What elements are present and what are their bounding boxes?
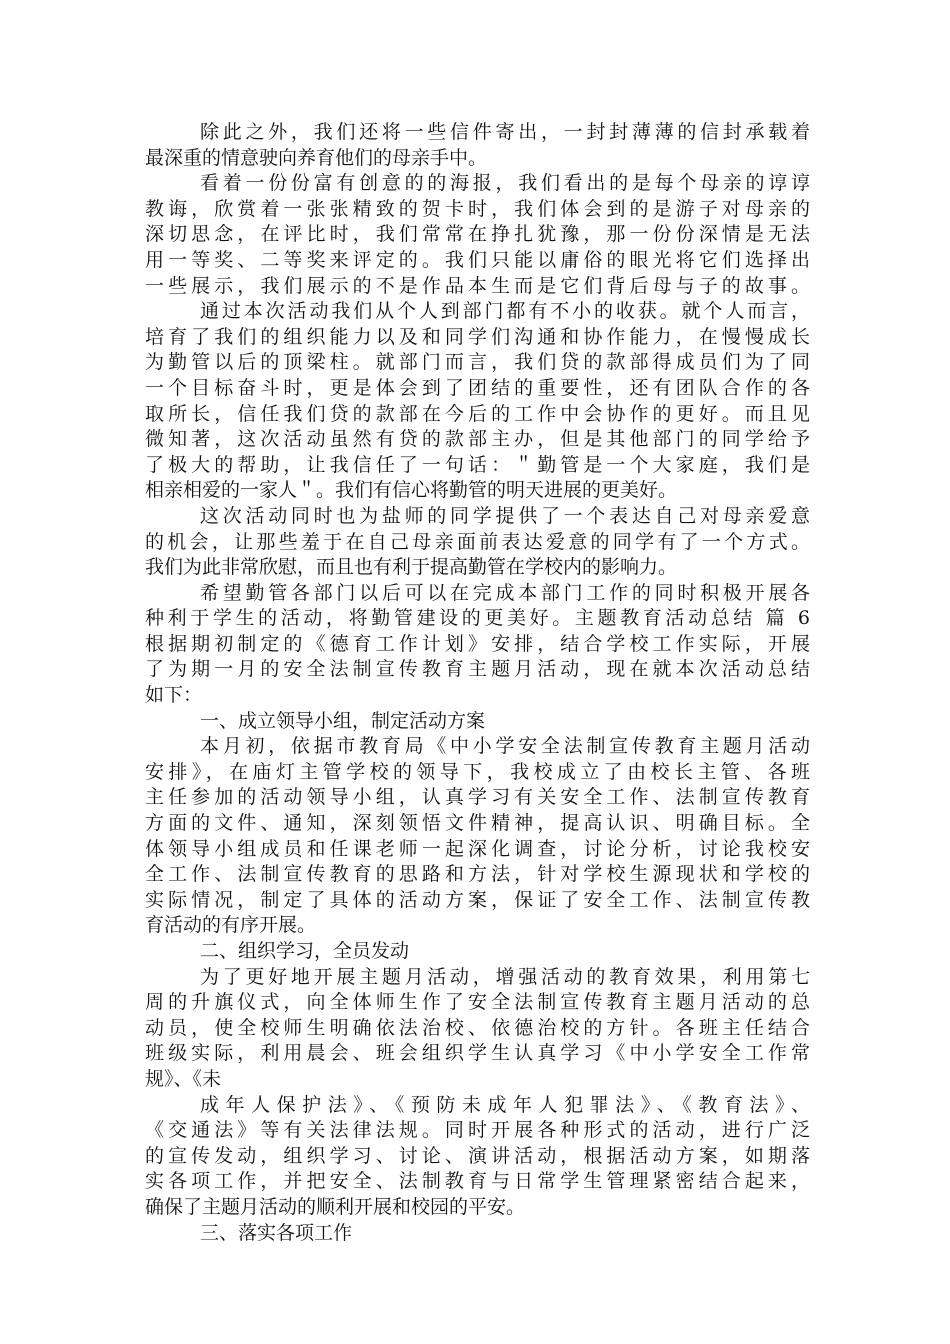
text-line: 三、落实各项工作 bbox=[200, 1221, 353, 1244]
text-line: 成年人保护法》、《预防未成年人犯罪法》、《教育法》、 bbox=[200, 1093, 810, 1116]
text-line: 用一等奖、二等奖来评定的。我们只能以庸俗的眼光将它们选择出 bbox=[145, 248, 810, 271]
text-line: 方面的文件、通知，深刻领悟文件精神，提高认识、明确目标。全 bbox=[145, 812, 810, 835]
text-line: 动员，使全校师生明确依法治校、依德治校的方针。各班主任结合 bbox=[145, 1016, 810, 1039]
text-line: 确保了主题月活动的顺利开展和校园的平安。 bbox=[145, 1195, 526, 1218]
text-line: 根据期初制定的《德育工作计划》安排，结合学校工作实际，开展 bbox=[145, 632, 810, 655]
text-line: 体领导小组成员和任课老师一起深化调查，讨论分析，讨论我校安 bbox=[145, 837, 810, 860]
text-line: 深切思念，在评比时，我们常常在挣扎犹豫，那一份份深情是无法 bbox=[145, 223, 810, 246]
text-line: 我们为此非常欣慰，而且也有利于提高勤管在学校内的影响力。 bbox=[145, 556, 678, 579]
text-line: 的宣传发动，组织学习、讨论、演讲活动，根据活动方案，如期落 bbox=[145, 1144, 810, 1167]
text-line: 规》、《未 bbox=[145, 1067, 222, 1090]
text-line: 微知著，这次活动虽然有贷的款部主办，但是其他部门的同学给予 bbox=[145, 428, 810, 451]
text-line: 二、组织学习，全员发动 bbox=[200, 940, 410, 962]
text-line: 看着一份份富有创意的的海报，我们看出的是每个母亲的谆谆 bbox=[200, 172, 810, 195]
text-line: 如下： bbox=[145, 684, 203, 707]
text-line: 主任参加的活动领导小组，认真学习有关安全工作、法制宣传教育 bbox=[145, 786, 810, 809]
document-body bbox=[145, 120, 810, 1246]
text-line: 的机会，让那些羞于在自己母亲面前表达爱意的同学有了一个方式。 bbox=[145, 530, 810, 553]
text-line: 本月初，依据市教育局《中小学安全法制宣传教育主题月活动 bbox=[200, 735, 810, 758]
text-line: 通过本次活动我们从个人到部门都有不小的收获。就个人而言， bbox=[200, 300, 810, 323]
text-line: 这次活动同时也为盐师的同学提供了一个表达自己对母亲爱意 bbox=[200, 504, 810, 527]
text-line: 种利于学生的活动，将勤管建设的更美好。主题教育活动总结 篇 6 bbox=[145, 607, 810, 630]
text-line: 育活动的有序开展。 bbox=[145, 914, 317, 937]
text-line: 一些展示，我们展示的不是作品本生而是它们背后母与子的故事。 bbox=[145, 274, 810, 297]
text-line: 为了更好地开展主题月活动，增强活动的教育效果，利用第七 bbox=[200, 965, 810, 988]
text-line: 了为期一月的安全法制宣传教育主题月活动，现在就本次活动总结 bbox=[145, 658, 810, 681]
text-line: 希望勤管各部门以后可以在完成本部门工作的同时积极开展各 bbox=[200, 581, 810, 604]
text-line: 周的升旗仪式，向全体师生作了安全法制宣传教育主题月活动的总 bbox=[145, 991, 810, 1014]
text-line: 除此之外，我们还将一些信件寄出，一封封薄薄的信封承载着 bbox=[200, 121, 810, 143]
text-line: 培育了我们的组织能力以及和同学们沟通和协作能力，在慢慢成长 bbox=[145, 325, 810, 348]
text-line: 为勤管以后的顶梁柱。就部门而言，我们贷的款部得成员们为了同 bbox=[145, 351, 810, 374]
text-line: 全工作、法制宣传教育的思路和方法，针对学校生源现状和学校的 bbox=[145, 863, 810, 886]
text-line: 取所长，信任我们贷的款部在今后的工作中会协作的更好。而且见 bbox=[145, 402, 810, 425]
text-line: 了极大的帮助，让我信任了一句话：＂勤管是一个大家庭，我们是 bbox=[145, 453, 810, 476]
text-line: 安排》，在庙灯主管学校的领导下，我校成立了由校长主管、各班 bbox=[145, 760, 810, 783]
text-line: 实各项工作，并把安全、法制教育与日常学生管理紧密结合起来， bbox=[145, 1170, 810, 1193]
text-line: 《交通法》等有关法律法规。同时开展各种形式的活动，进行广泛 bbox=[145, 1119, 810, 1142]
text-line: 一、成立领导小组，制定活动方案 bbox=[200, 709, 486, 732]
text-line: 教诲，欣赏着一张张精致的贺卡时，我们体会到的是游子对母亲的 bbox=[145, 197, 810, 220]
text-line: 班级实际，利用晨会、班会组织学生认真学习《中小学安全工作常 bbox=[145, 1042, 810, 1065]
text-line: 最深重的情意驶向养育他们的母亲手中。 bbox=[145, 146, 488, 169]
text-line: 相亲相爱的一家人＂。我们有信心将勤管的明天进展的更美好。 bbox=[145, 479, 678, 502]
text-line: 实际情况，制定了具体的活动方案，保证了安全工作、法制宣传教 bbox=[145, 888, 810, 911]
text-line: 一个目标奋斗时，更是体会到了团结的重要性，还有团队合作的各 bbox=[145, 376, 810, 399]
